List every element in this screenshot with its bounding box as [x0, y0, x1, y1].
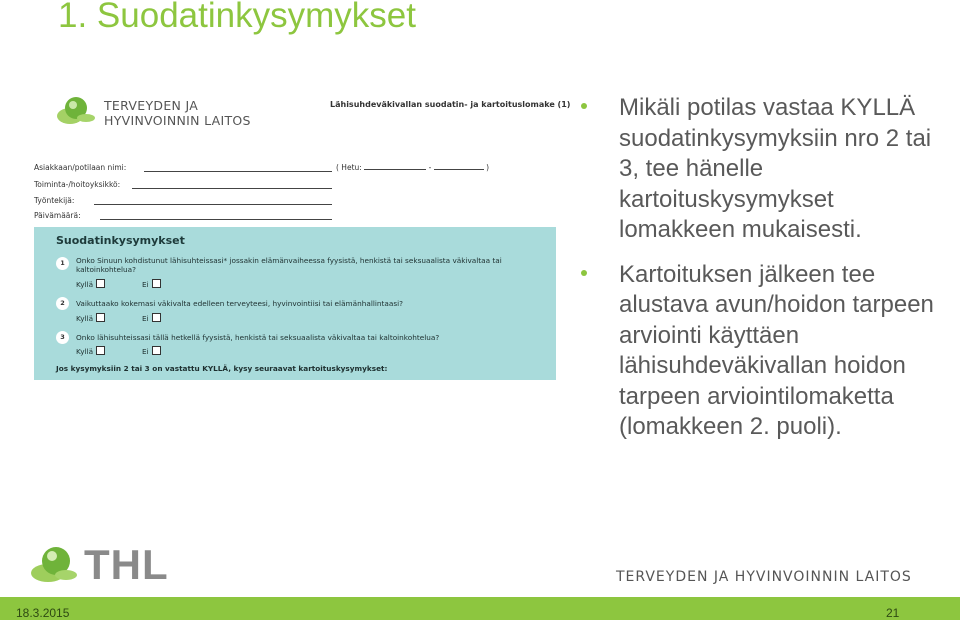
bullet-item: Mikäli potilas vastaa KYLLÄ suodatinkysymyksiin nro 2 tai 3, tee hänelle kartoituskysymykset lomakkeen mukaisesti.: [578, 93, 948, 246]
form-header: Lähisuhdeväkivallan suodatin- ja kartoituslomake (1): [330, 100, 571, 109]
question-text: Onko lähisuhteissasi tällä hetkellä fyysistä, henkistä tai seksuaalista väkivaltaa tai kaltoinkohtelua?: [76, 333, 440, 342]
yes-label: Kyllä: [76, 314, 94, 323]
worker-field: Työntekijä:: [34, 196, 74, 205]
yes-label: Kyllä: [76, 347, 94, 356]
unit-field: Toiminta-/hoitoyksikkö:: [34, 180, 120, 189]
footer-bar: [0, 597, 960, 620]
bullet-dot-icon: [581, 270, 587, 276]
thl-leaf-logo-icon: [56, 94, 96, 128]
yes-checkbox[interactable]: [96, 279, 105, 288]
page-number: 21: [886, 606, 900, 620]
no-label: Ei: [142, 280, 149, 289]
question-number: 1: [56, 257, 69, 270]
bullet-list: [578, 93, 948, 457]
question-number: 3: [56, 331, 69, 344]
thl-leaf-logo-icon: [30, 543, 78, 585]
form-org-name: TERVEYDEN JA HYVINVOINNIN LAITOS: [104, 98, 251, 128]
form-image: [34, 90, 571, 380]
thl-logo-text: THL: [84, 541, 169, 588]
yes-checkbox[interactable]: [96, 313, 105, 322]
question-number: 2: [56, 297, 69, 310]
date-field: Päivämäärä:: [34, 211, 81, 220]
questions-panel: [34, 227, 556, 380]
slide-date: 18.3.2015: [16, 606, 70, 620]
no-checkbox[interactable]: [152, 313, 161, 322]
bullet-item: Kartoituksen jälkeen tee alustava avun/hoidon tarpeen arviointi käyttäen lähisuhdeväkivallan hoidon tarpeen arviointilomaketta (lomakkeen 2. puoli).: [578, 260, 948, 443]
patient-name-field: Asiakkaan/potilaan nimi:: [34, 163, 126, 172]
no-label: Ei: [142, 314, 149, 323]
footer-org-name: TERVEYDEN JA HYVINVOINNIN LAITOS: [616, 569, 912, 585]
yes-checkbox[interactable]: [96, 346, 105, 355]
question-text: Vaikuttaako kokemasi väkivalta edelleen terveyteesi, hyvinvointiisi tai elämänhallintaasi?: [76, 299, 404, 308]
panel-footer-note: Jos kysymyksiin 2 tai 3 on vastattu KYLLÄ, kysy seuraavat kartoituskysymykset:: [56, 364, 388, 373]
bullet-dot-icon: [581, 103, 587, 109]
yes-label: Kyllä: [76, 280, 94, 289]
hetu-field: ( Hetu: - ): [336, 163, 490, 172]
question-text: Onko Sinuun kohdistunut lähisuhteissasi* jossakin elämänvaiheessa fyysistä, henkistä tai seksuaalista väkivaltaa tai kaltoinkohtelua?: [76, 256, 502, 274]
slide-title: 1. Suodatinkysymykset: [58, 0, 416, 35]
no-checkbox[interactable]: [152, 346, 161, 355]
section-title: Suodatinkysymykset: [56, 234, 185, 247]
no-checkbox[interactable]: [152, 279, 161, 288]
no-label: Ei: [142, 347, 149, 356]
